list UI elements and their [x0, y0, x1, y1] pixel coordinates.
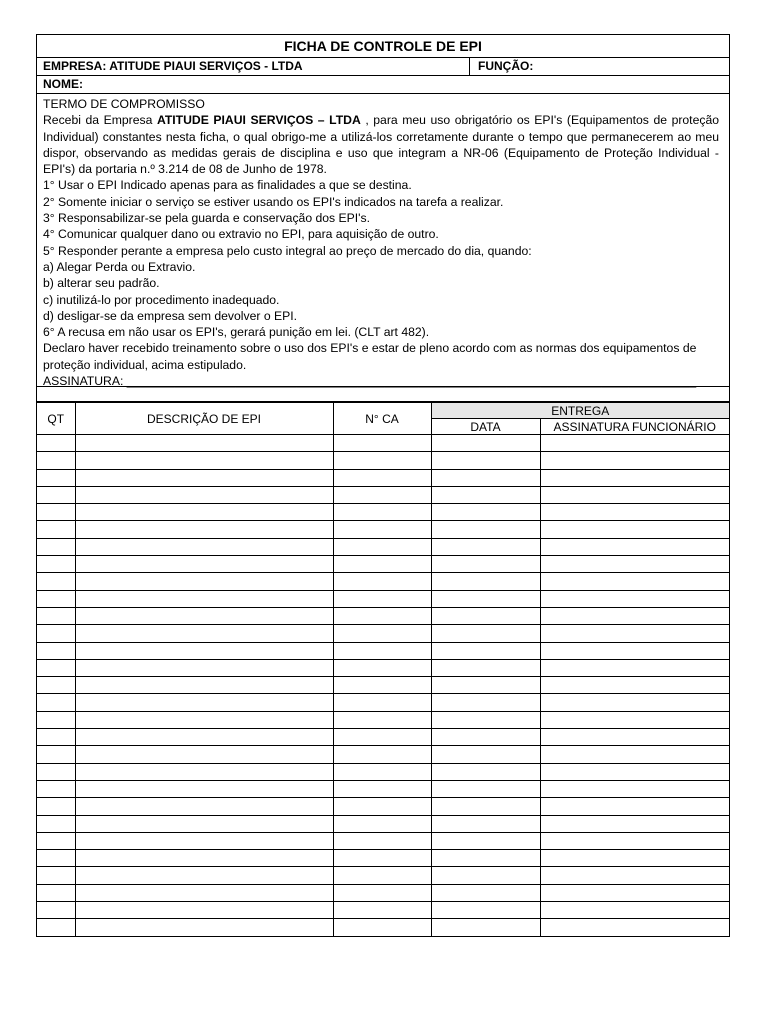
ca-cell[interactable] [333, 694, 431, 711]
assinatura-cell[interactable] [540, 538, 729, 555]
descricao-cell[interactable] [75, 850, 333, 867]
ca-cell[interactable] [333, 556, 431, 573]
descricao-cell[interactable] [75, 573, 333, 590]
table-row [37, 884, 729, 901]
assinatura-cell[interactable] [540, 556, 729, 573]
ca-cell[interactable] [333, 607, 431, 624]
ca-cell[interactable] [333, 867, 431, 884]
descricao-cell[interactable] [75, 607, 333, 624]
table-row [37, 452, 729, 469]
data-cell[interactable] [431, 729, 540, 746]
table-row [37, 486, 729, 503]
termo-item: d) desligar-se da empresa sem devolver o EPI. [43, 308, 298, 323]
qt-cell[interactable] [37, 625, 75, 642]
table-row [37, 902, 729, 919]
qt-cell[interactable] [37, 538, 75, 555]
ca-cell[interactable] [333, 850, 431, 867]
descricao-cell[interactable] [75, 780, 333, 797]
company-row [37, 58, 729, 76]
qt-cell[interactable] [37, 884, 75, 901]
descricao-cell[interactable] [75, 711, 333, 728]
data-cell[interactable] [431, 504, 540, 521]
qt-cell[interactable] [37, 504, 75, 521]
qt-cell[interactable] [37, 711, 75, 728]
data-cell[interactable] [431, 590, 540, 607]
ca-cell[interactable] [333, 884, 431, 901]
descricao-cell[interactable] [75, 452, 333, 469]
qt-cell[interactable] [37, 659, 75, 676]
table-row [37, 694, 729, 711]
table-row [37, 538, 729, 555]
ca-cell[interactable] [333, 504, 431, 521]
data-cell[interactable] [431, 573, 540, 590]
termo-de-compromisso [37, 94, 729, 387]
table-row [37, 867, 729, 884]
col-assinatura: ASSINATURA FUNCIONÁRIO [540, 419, 729, 435]
ca-cell[interactable] [333, 798, 431, 815]
ca-cell[interactable] [333, 763, 431, 780]
termo-intro-a: Recebi da Empresa [43, 113, 157, 128]
table-row [37, 607, 729, 624]
ca-cell[interactable] [333, 832, 431, 849]
assinatura-cell[interactable] [540, 607, 729, 624]
table-row [37, 677, 729, 694]
descricao-cell[interactable] [75, 521, 333, 538]
assinatura-cell[interactable] [540, 452, 729, 469]
descricao-cell[interactable] [75, 884, 333, 901]
funcao-field: FUNÇÃO: [478, 59, 534, 73]
descricao-cell[interactable] [75, 556, 333, 573]
table-row [37, 850, 729, 867]
data-cell[interactable] [431, 607, 540, 624]
spacer [37, 387, 729, 402]
col-qt: QT [37, 403, 75, 435]
assinatura-cell[interactable] [540, 642, 729, 659]
descricao-cell[interactable] [75, 642, 333, 659]
descricao-cell[interactable] [75, 435, 333, 452]
termo-item: b) alterar seu padrão. [43, 276, 160, 291]
data-cell[interactable] [431, 556, 540, 573]
data-cell[interactable] [431, 694, 540, 711]
termo-assinatura: ASSINATURA: ____________________________________________________________________________________ [43, 374, 697, 389]
table-row [37, 780, 729, 797]
nome-field: NOME: [43, 77, 83, 91]
assinatura-cell[interactable] [540, 435, 729, 452]
ca-cell[interactable] [333, 642, 431, 659]
table-row [37, 711, 729, 728]
data-cell[interactable] [431, 538, 540, 555]
empresa-field: EMPRESA: ATITUDE PIAUI SERVIÇOS - LTDA [37, 58, 470, 75]
col-descricao: DESCRIÇÃO DE EPI [75, 403, 333, 435]
termo-item: 1° Usar o EPI Indicado apenas para as finalidades a que se destina. [43, 178, 412, 193]
assinatura-cell[interactable] [540, 486, 729, 503]
ca-cell[interactable] [333, 746, 431, 763]
termo-intro-b: , para meu uso obrigatório os EPI's (Equipamentos de proteção Individual) constantes nesta ficha, o qual obrigo-me a utilizá-los corretamente durante o tempo que permanecerem ao meu dispor, observando as medidas gerais de disciplina e uso que integram a NR-06 (Equipamento de Proteção Individual - EPI's) da portaria n.º 3.214 de 08 de Junho de 1978. [43, 113, 719, 177]
ca-cell[interactable] [333, 486, 431, 503]
descricao-cell[interactable] [75, 590, 333, 607]
assinatura-cell[interactable] [540, 919, 729, 936]
data-cell[interactable] [431, 625, 540, 642]
descricao-cell[interactable] [75, 677, 333, 694]
termo-item: 3° Responsabilizar-se pela guarda e conservação dos EPI's. [43, 211, 370, 226]
data-cell[interactable] [431, 798, 540, 815]
ca-cell[interactable] [333, 521, 431, 538]
data-cell[interactable] [431, 677, 540, 694]
termo-declaro: Declaro haver recebido treinamento sobre o uso dos EPI's e estar de pleno acordo com as normas dos equipamentos de proteção individual, acima estipulado. [43, 341, 697, 372]
descricao-cell[interactable] [75, 694, 333, 711]
table-row [37, 659, 729, 676]
termo-intro [43, 112, 719, 177]
assinatura-cell[interactable] [540, 573, 729, 590]
data-cell[interactable] [431, 746, 540, 763]
assinatura-cell[interactable] [540, 625, 729, 642]
termo-intro-company: ATITUDE PIAUI SERVIÇOS – LTDA [156, 113, 361, 128]
assinatura-cell[interactable] [540, 590, 729, 607]
qt-cell[interactable] [37, 694, 75, 711]
table-row [37, 729, 729, 746]
table-row [37, 746, 729, 763]
qt-cell[interactable] [37, 729, 75, 746]
ca-cell[interactable] [333, 625, 431, 642]
ca-cell[interactable] [333, 729, 431, 746]
table-row [37, 642, 729, 659]
qt-cell[interactable] [37, 746, 75, 763]
data-cell[interactable] [431, 711, 540, 728]
ca-cell[interactable] [333, 452, 431, 469]
descricao-cell[interactable] [75, 763, 333, 780]
termo-item: 2° Somente iniciar o serviço se estiver usando os EPI's indicados na tarefa a realizar. [43, 194, 504, 209]
table-row [37, 919, 729, 936]
table-row [37, 556, 729, 573]
qt-cell[interactable] [37, 902, 75, 919]
descricao-cell[interactable] [75, 625, 333, 642]
assinatura-cell[interactable] [540, 763, 729, 780]
qt-cell[interactable] [37, 850, 75, 867]
assinatura-cell[interactable] [540, 867, 729, 884]
descricao-cell[interactable] [75, 538, 333, 555]
descricao-cell[interactable] [75, 902, 333, 919]
ca-cell[interactable] [333, 902, 431, 919]
assinatura-cell[interactable] [540, 832, 729, 849]
epi-control-form [36, 34, 730, 937]
descricao-cell[interactable] [75, 504, 333, 521]
descricao-cell[interactable] [75, 867, 333, 884]
data-cell[interactable] [431, 642, 540, 659]
table-row [37, 815, 729, 832]
qt-cell[interactable] [37, 677, 75, 694]
qt-cell[interactable] [37, 469, 75, 486]
termo-item: 4° Comunicar qualquer dano ou extravio no EPI, para aquisição de outro. [43, 227, 439, 242]
table-row [37, 504, 729, 521]
termo-item: c) inutilizá-lo por procedimento inadequado. [43, 292, 280, 307]
col-data: DATA [431, 419, 540, 435]
qt-cell[interactable] [37, 780, 75, 797]
termo-item: a) Alegar Perda ou Extravio. [43, 259, 196, 274]
epi-table [37, 402, 729, 936]
termo-heading: TERMO DE COMPROMISSO [43, 97, 205, 111]
table-row [37, 469, 729, 486]
data-cell[interactable] [431, 780, 540, 797]
ca-cell[interactable] [333, 435, 431, 452]
qt-cell[interactable] [37, 486, 75, 503]
assinatura-cell[interactable] [540, 729, 729, 746]
assinatura-cell[interactable] [540, 798, 729, 815]
assinatura-cell[interactable] [540, 815, 729, 832]
ca-cell[interactable] [333, 780, 431, 797]
data-cell[interactable] [431, 850, 540, 867]
data-cell[interactable] [431, 452, 540, 469]
assinatura-cell[interactable] [540, 746, 729, 763]
qt-cell[interactable] [37, 435, 75, 452]
descricao-cell[interactable] [75, 832, 333, 849]
assinatura-cell[interactable] [540, 711, 729, 728]
assinatura-cell[interactable] [540, 659, 729, 676]
table-row [37, 763, 729, 780]
data-cell[interactable] [431, 884, 540, 901]
termo-item: 6° A recusa em não usar os EPI's, gerará punição em lei. (CLT art 482). [43, 325, 430, 340]
table-row [37, 798, 729, 815]
data-cell[interactable] [431, 435, 540, 452]
data-cell[interactable] [431, 815, 540, 832]
table-row [37, 832, 729, 849]
assinatura-cell[interactable] [540, 469, 729, 486]
table-row [37, 590, 729, 607]
qt-cell[interactable] [37, 607, 75, 624]
epi-table-body [37, 435, 729, 936]
table-row [37, 573, 729, 590]
ca-cell[interactable] [333, 469, 431, 486]
assinatura-cell[interactable] [540, 521, 729, 538]
assinatura-cell[interactable] [540, 504, 729, 521]
assinatura-cell[interactable] [540, 780, 729, 797]
ca-cell[interactable] [333, 573, 431, 590]
descricao-cell[interactable] [75, 469, 333, 486]
qt-cell[interactable] [37, 832, 75, 849]
qt-cell[interactable] [37, 590, 75, 607]
ca-cell[interactable] [333, 919, 431, 936]
termo-item: 5° Responder perante a empresa pelo custo integral ao preço de mercado do dia, quando: [43, 243, 532, 258]
col-entrega: ENTREGA [431, 403, 729, 419]
data-cell[interactable] [431, 486, 540, 503]
name-row [37, 76, 729, 94]
assinatura-cell[interactable] [540, 677, 729, 694]
descricao-cell[interactable] [75, 798, 333, 815]
descricao-cell[interactable] [75, 729, 333, 746]
assinatura-cell[interactable] [540, 902, 729, 919]
qt-cell[interactable] [37, 815, 75, 832]
table-row [37, 435, 729, 452]
data-cell[interactable] [431, 867, 540, 884]
descricao-cell[interactable] [75, 919, 333, 936]
qt-cell[interactable] [37, 642, 75, 659]
descricao-cell[interactable] [75, 815, 333, 832]
data-cell[interactable] [431, 832, 540, 849]
qt-cell[interactable] [37, 798, 75, 815]
data-cell[interactable] [431, 902, 540, 919]
ca-cell[interactable] [333, 659, 431, 676]
qt-cell[interactable] [37, 867, 75, 884]
descricao-cell[interactable] [75, 486, 333, 503]
qt-cell[interactable] [37, 556, 75, 573]
data-cell[interactable] [431, 521, 540, 538]
ca-cell[interactable] [333, 711, 431, 728]
qt-cell[interactable] [37, 573, 75, 590]
table-row [37, 625, 729, 642]
assinatura-cell[interactable] [540, 850, 729, 867]
qt-cell[interactable] [37, 521, 75, 538]
ca-cell[interactable] [333, 590, 431, 607]
ca-cell[interactable] [333, 677, 431, 694]
ca-cell[interactable] [333, 815, 431, 832]
table-row [37, 521, 729, 538]
qt-cell[interactable] [37, 919, 75, 936]
data-cell[interactable] [431, 919, 540, 936]
assinatura-cell[interactable] [540, 694, 729, 711]
qt-cell[interactable] [37, 452, 75, 469]
assinatura-cell[interactable] [540, 884, 729, 901]
qt-cell[interactable] [37, 763, 75, 780]
data-cell[interactable] [431, 469, 540, 486]
ca-cell[interactable] [333, 538, 431, 555]
col-ca: N° CA [333, 403, 431, 435]
data-cell[interactable] [431, 659, 540, 676]
data-cell[interactable] [431, 763, 540, 780]
descricao-cell[interactable] [75, 659, 333, 676]
descricao-cell[interactable] [75, 746, 333, 763]
form-title: FICHA DE CONTROLE DE EPI [37, 35, 729, 58]
